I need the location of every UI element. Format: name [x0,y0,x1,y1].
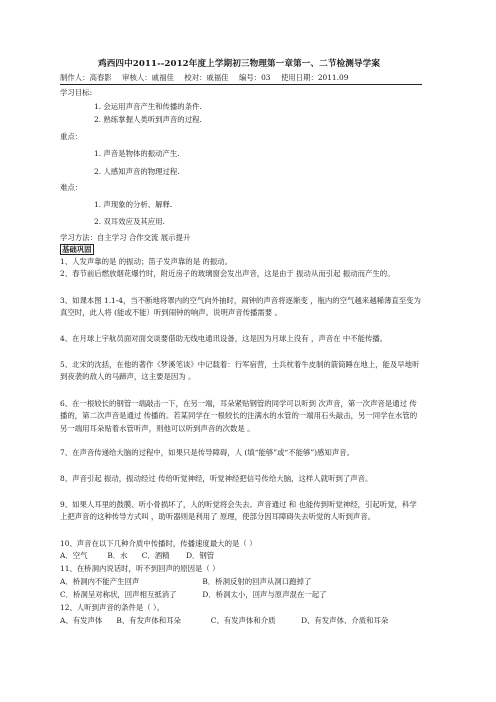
question-10: 10、声音在以下几种介质中传播时，传播速度最大的是（ ） [60,539,257,548]
section-label [60,244,94,255]
option-a: A．空气 [60,551,88,560]
question-11-options-row-1 [60,576,311,587]
option-a: A．桥洞内不能产生回声 [60,577,140,586]
goals-heading: 学习目标: [60,88,93,97]
meta-proofreader: 校对：戚福佳 [184,73,229,82]
question-11: 11、在桥洞内说话时，听不到回声的原因是（ ） [60,564,220,573]
question-5: 5、北宋的沈括，在他的著作《梦溪笔谈》中记载着：行军宿营，士兵枕着牛皮制的箭筒睡在地上，能及早地听到夜袭的敌人的马蹄声，这主要是因为 。 [60,360,420,382]
option-d: D、有发声体、介质和耳朵 [301,616,389,625]
meta-reviewer: 审核人：戚福佳 [122,73,174,82]
meta-line [60,72,422,85]
question-9: 9、如果人耳里的鼓膜、听小骨损坏了，人的听觉将会失去。声音通过 和 也能传到听觉神经，引起听觉，科学上把声音的这种传导方式叫 ，助听器则是利用了 原理，使部分因耳障碍失去听觉的人听到声音。 [60,500,417,522]
question-4: 4、在月球上宇航员面对面交谈要借助无线电通讯设备，这是因为月球上没有 ，声音在 中不能传播。 [60,334,388,343]
question-6: 6、在一根较长的钢管一端敲击一下，在另一端，耳朵紧贴钢管的同学可以听到 次声音，第一次声音是通过 传播的，第二次声音是通过 传播的。若某同学在一根较长的注满水的水管的一端用石头敲击，另一同学在水管的另一端用耳朵贴着水管听声，则他可以听到声音的次数是 。 [60,399,418,433]
question-2: 2、春节前后燃放烟花爆竹时，附近房子的玻璃窗会发出声音，这是由于 振动从而引起 振动而产生的。 [60,269,395,278]
meta-date: 使用日期：2011.09 [280,73,349,82]
option-c: C．酒精 [141,551,170,560]
question-3: 3、如课本图 1.1-4，当不断地将罩内的空气向外抽时，闹钟的声音将逐渐变 ，瓶内的空气越来越稀薄直至变为真空时，此人将 (能或不能）听到闹钟的响声。说明声音传播需要 。 [60,296,421,318]
question-12: 12、人听到声音的条件是（ ）。 [60,603,165,612]
option-d: D．桥洞太小，回声与原声混在一起了 [202,590,327,599]
option-b: B、有发声体和耳朵 [116,616,181,625]
goal-item: 1. 会运用声音产生和传播的条件. [94,102,202,111]
option-c: C．桥洞呈对称状，回声相互抵消了 [60,590,177,599]
option-b: B．水 [107,551,128,560]
question-12-options [60,615,388,626]
difficulty-item: 2. 双耳效应及其应用. [94,217,165,226]
option-d: D．钢管 [186,551,215,560]
meta-number: 编号：03 [238,73,271,82]
option-a: A、有发声体 [60,616,103,625]
question-8: 8、声音引起 振动，振动经过 传给听觉神经，听觉神经把信号传给大脑，这样人就听到了声音。 [60,474,373,483]
difficulty-item: 1. 声现象的分析、解释. [94,200,173,209]
option-c: C、有发声体和介质 [210,616,276,625]
difficulties-heading: 难点： [60,183,83,192]
question-11-options-row-2 [60,589,327,600]
key-points-heading: 重点： [60,132,83,141]
option-b: B．桥洞反射的回声从洞口跑掉了 [202,577,312,586]
meta-author: 制作人：高春影 [60,73,112,82]
study-method: 学习方法：自主学习 合作交流 展示提升 [60,233,191,242]
key-point-item: 2. 人感知声音的物理过程. [94,167,180,176]
question-10-options [60,550,214,561]
question-1: 1、人发声靠的是 的振动；笛子发声靠的是 的振动。 [60,257,232,266]
document-title: 鸡西四中2011--2012年度上学期初三物理第一章第一、二节检测导学案 [98,59,381,69]
section-label-text: 基础巩固 [62,245,92,254]
goal-item: 2. 熟练掌握人类听到声音的过程. [94,115,202,124]
question-7: 7、在声音传递给大脑的过程中，如果只是传导障碍，人 (填“能够”或“不能够”)感知声音。 [60,448,354,457]
key-point-item: 1. 声音是物体的振动产生. [94,149,180,158]
